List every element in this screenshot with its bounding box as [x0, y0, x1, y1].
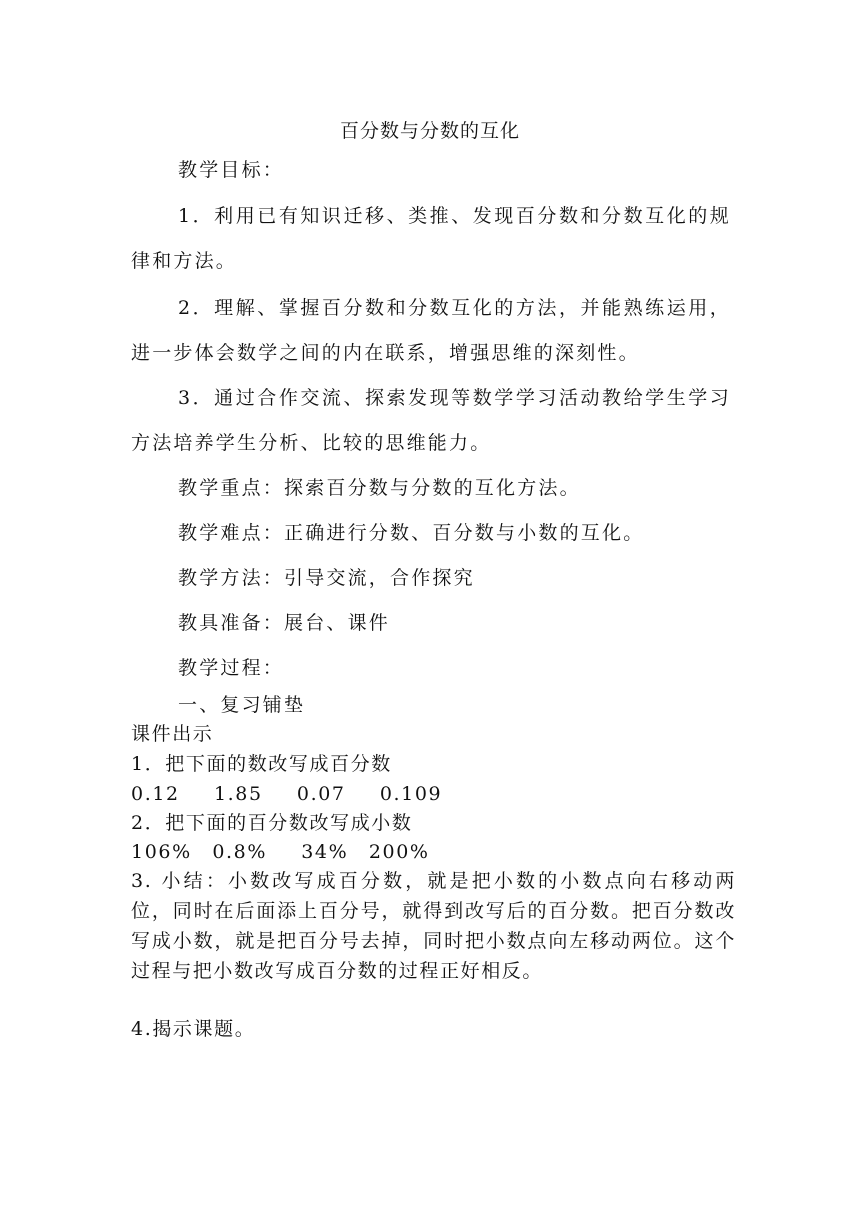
question-4: 4.揭示课题。 — [131, 1018, 256, 1040]
section1-heading: 一、复习铺垫 — [178, 694, 306, 716]
question-2-values: 106% 0.8% 34% 200% — [131, 841, 430, 863]
objective-item-3: 3．通过合作交流、探索发现等数学学习活动教给学生学习方法培养学生分析、比较的思维能力。 — [131, 387, 731, 454]
difficulty: 教学难点：正确进行分数、百分数与小数的互化。 — [178, 522, 645, 544]
document-title: 百分数与分数的互化 — [339, 120, 520, 142]
teaching-method: 教学方法：引导交流，合作探究 — [178, 567, 475, 589]
courseware-label: 课件出示 — [131, 723, 214, 745]
key-point: 教学重点：探索百分数与分数的互化方法。 — [178, 477, 581, 499]
question-1: 1．把下面的数改写成百分数 — [131, 753, 392, 775]
teaching-tools: 教具准备：展台、课件 — [178, 612, 391, 634]
process-heading: 教学过程： — [178, 657, 285, 679]
objectives-heading: 教学目标： — [178, 159, 285, 181]
question-1-values: 0.12 1.85 0.07 0.109 — [131, 783, 443, 805]
objective-item-2: 2．理解、掌握百分数和分数互化的方法，并能熟练运用，进一步体会数学之间的内在联系，增强思维的深刻性。 — [131, 297, 731, 364]
summary-paragraph: 3. 小结：小数改写成百分数，就是把小数的小数点向右移动两位，同时在后面添上百分号，就得到改写后的百分数。把百分数改写成小数，就是把百分号去掉，同时把小数点向左移动两位。这个过程与把小数改写成百分数的过程正好相反。 — [131, 870, 736, 982]
objective-item-1: 1．利用已有知识迁移、类推、发现百分数和分数互化的规律和方法。 — [131, 205, 731, 272]
question-2: 2．把下面的百分数改写成小数 — [131, 812, 413, 834]
